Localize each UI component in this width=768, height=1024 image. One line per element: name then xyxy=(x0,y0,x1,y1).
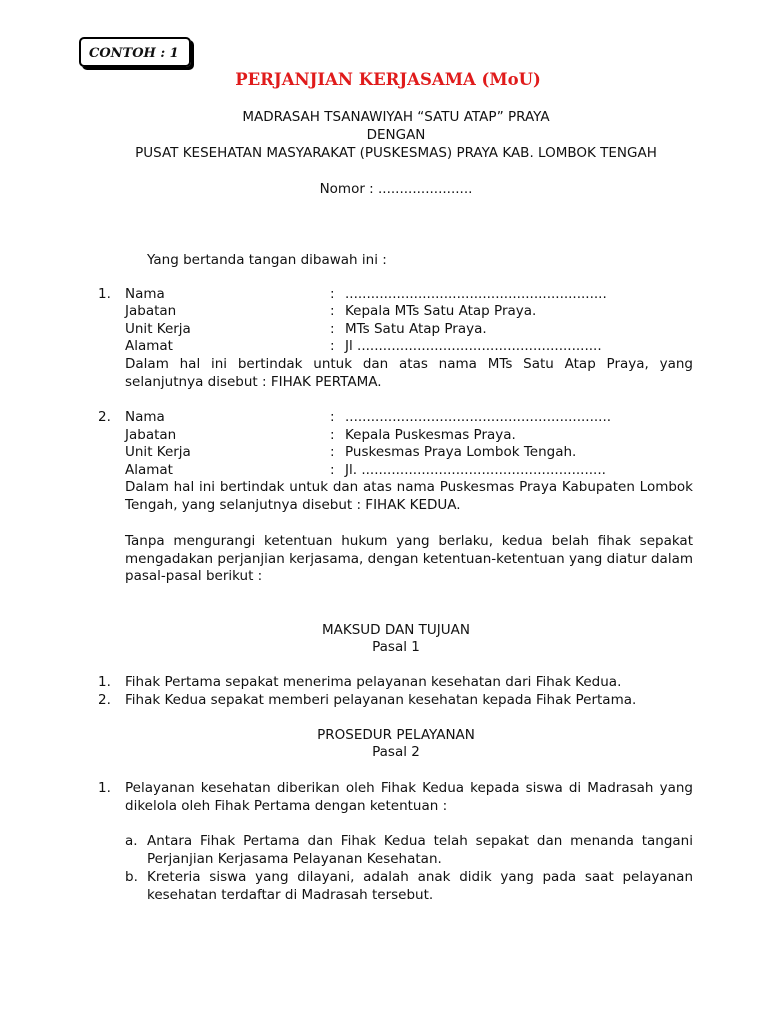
intro-text: Yang bertanda tangan dibawah ini : xyxy=(147,252,387,268)
party-1-name-value: ............................................................. xyxy=(345,286,607,302)
party-1-alamat-value: Jl ......................................................... xyxy=(345,338,602,354)
party-2-jabatan-label: Jabatan xyxy=(125,427,177,443)
colon: : xyxy=(330,321,335,337)
pasal-2-sub-a-text: Antara Fihak Pertama dan Fihak Kedua telah sepakat dan menanda tangani Perjanjian Kerjasama Pelayanan Kesehatan. xyxy=(147,833,693,867)
agreement-paragraph: Tanpa mengurangi ketentuan hukum yang berlaku, kedua belah fihak sepakat mengadakan perjanjian kerjasama, dengan ketentuan-ketentuan yang diatur dalam pasal-pasal berikut : xyxy=(125,533,693,584)
party-1-jabatan-label: Jabatan xyxy=(125,303,177,319)
pasal-1-label: Pasal 1 xyxy=(372,639,420,655)
party-1-number: 1. xyxy=(98,286,111,302)
pasal-2-sub-b-text: Kreteria siswa yang dilayani, adalah anak didik yang pada saat pelayanan kesehatan terdaftar di Madrasah tersebut. xyxy=(147,869,693,903)
party-1-name-label: Nama xyxy=(125,286,165,302)
colon: : xyxy=(330,444,335,460)
party-2-alamat-value: Jl. ......................................................... xyxy=(345,462,606,478)
pasal-2-item-1-number: 1. xyxy=(98,780,111,796)
pasal-2-label: Pasal 2 xyxy=(372,744,420,760)
party-1-unit-value: MTs Satu Atap Praya. xyxy=(345,321,487,337)
header-line-2: DENGAN xyxy=(366,127,426,143)
pasal-2-heading: PROSEDUR PELAYANAN xyxy=(317,727,475,743)
pasal-1-item-1-text: Fihak Pertama sepakat menerima pelayanan kesehatan dari Fihak Kedua. xyxy=(125,674,622,690)
party-2-alamat-label: Alamat xyxy=(125,462,173,478)
contoh-label: CONTOH : 1 xyxy=(79,37,191,67)
colon: : xyxy=(330,303,335,319)
pasal-2-sub-a-letter: a. xyxy=(125,833,138,849)
pasal-2-sub-b-letter: b. xyxy=(125,869,138,885)
document-title: PERJANJIAN KERJASAMA (MoU) xyxy=(235,70,541,89)
party-1-statement: Dalam hal ini bertindak untuk dan atas nama MTs Satu Atap Praya, yang selanjutnya disebut : FIHAK PERTAMA. xyxy=(125,356,693,390)
header-line-3: PUSAT KESEHATAN MASYARAKAT (PUSKESMAS) PRAYA KAB. LOMBOK TENGAH xyxy=(135,145,657,161)
colon: : xyxy=(330,338,335,354)
pasal-1-item-2-number: 2. xyxy=(98,692,111,708)
party-2-name-label: Nama xyxy=(125,409,165,425)
colon: : xyxy=(330,462,335,478)
pasal-2-item-1-text: Pelayanan kesehatan diberikan oleh Fihak Kedua kepada siswa di Madrasah yang dikelola oleh Fihak Pertama dengan ketentuan : xyxy=(125,780,693,814)
pasal-1-item-2-text: Fihak Kedua sepakat memberi pelayanan kesehatan kepada Fihak Pertama. xyxy=(125,692,637,708)
colon: : xyxy=(330,286,335,302)
colon: : xyxy=(330,409,335,425)
party-2-unit-value: Puskesmas Praya Lombok Tengah. xyxy=(345,444,577,460)
party-1-alamat-label: Alamat xyxy=(125,338,173,354)
pasal-1-item-1-number: 1. xyxy=(98,674,111,690)
colon: : xyxy=(330,427,335,443)
party-2-jabatan-value: Kepala Puskesmas Praya. xyxy=(345,427,516,443)
header-line-1: MADRASAH TSANAWIYAH “SATU ATAP” PRAYA xyxy=(242,109,550,125)
party-2-statement: Dalam hal ini bertindak untuk dan atas nama Puskesmas Praya Kabupaten Lombok Tengah, yang selanjutnya disebut : FIHAK KEDUA. xyxy=(125,479,693,513)
party-2-name-value: .............................................................. xyxy=(345,409,612,425)
pasal-1-heading: MAKSUD DAN TUJUAN xyxy=(322,622,470,638)
party-2-unit-label: Unit Kerja xyxy=(125,444,191,460)
nomor-line: Nomor : ...................... xyxy=(319,181,473,197)
party-1-jabatan-value: Kepala MTs Satu Atap Praya. xyxy=(345,303,537,319)
party-1-unit-label: Unit Kerja xyxy=(125,321,191,337)
party-2-number: 2. xyxy=(98,409,111,425)
